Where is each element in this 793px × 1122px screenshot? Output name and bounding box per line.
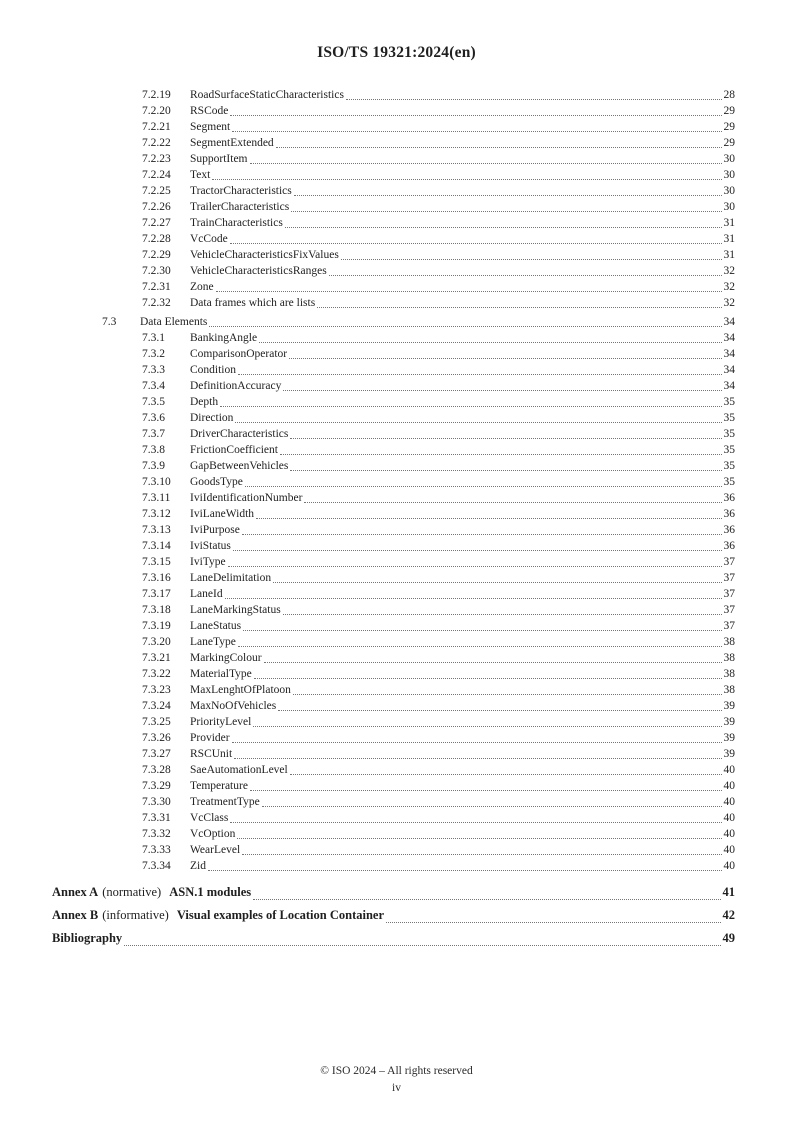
toc-entry-number: 7.3.16 [142,572,171,584]
toc-entry-number: 7.3.21 [142,652,171,664]
toc-entry[interactable] [52,167,735,183]
toc-entry-title: LaneStatus [190,620,242,632]
toc-entry-page: 38 [723,636,735,648]
document-header-title: ISO/TS 19321:2024(en) [317,44,476,61]
toc-entry-page: 30 [723,169,735,181]
toc-entry-number: 7.2.25 [142,185,171,197]
toc-entry-title: MaxLenghtOfPlatoon [190,684,291,696]
toc-entry-number: 7.3 [102,316,117,328]
copyright-notice: © ISO 2024 – All rights reserved [320,1065,473,1077]
toc-entry-page: 38 [723,668,735,680]
toc-entry[interactable] [52,458,735,474]
dot-leader [250,790,722,791]
toc-entry-number: 7.3.8 [142,444,165,456]
toc-entry-page: 40 [723,844,735,856]
dot-leader [278,710,721,711]
toc-entry-page: 35 [723,412,735,424]
toc-entry-page: 40 [723,780,735,792]
toc-entry-page: 31 [723,249,735,261]
dot-leader [273,582,721,583]
toc-entry-number: 7.3.15 [142,556,171,568]
toc-entry-title: VcCode [190,233,228,245]
toc-entry-number: 7.3.23 [142,684,171,696]
toc-entry-page: 31 [723,217,735,229]
annex-page: 49 [722,931,735,945]
toc-entry-title: SaeAutomationLevel [190,764,288,776]
dot-leader [291,211,721,212]
toc-entry[interactable] [52,263,735,279]
toc-entry-number: 7.2.32 [142,297,171,309]
toc-entry[interactable] [52,618,735,634]
toc-entry[interactable] [52,247,735,263]
dot-leader [259,342,721,343]
toc-entry-title: TrailerCharacteristics [190,201,290,213]
toc-entry-page: 37 [723,588,735,600]
toc-entry-page: 37 [723,620,735,632]
toc-entry[interactable] [52,586,735,602]
toc-entry-title: Depth [190,396,219,408]
toc-entry[interactable] [52,522,735,538]
toc-entry-number: 7.2.29 [142,249,171,261]
toc-entry-title: IviPurpose [190,524,240,536]
toc-entry-title: VcOption [190,828,236,840]
toc-entry-number: 7.3.31 [142,812,171,824]
dot-leader [317,307,721,308]
toc-entry-page: 29 [723,137,735,149]
toc-entry-page: 40 [723,828,735,840]
toc-entry-title: IviIdentificationNumber [190,492,303,504]
toc-entry-title: Direction [190,412,234,424]
toc-entry-title: TractorCharacteristics [190,185,292,197]
dot-leader [225,598,722,599]
toc-entry-title: Temperature [190,780,248,792]
toc-entry-title: IviType [190,556,226,568]
toc-entry-title: Data frames which are lists [190,297,316,309]
dot-leader [250,163,722,164]
toc-entry-page: 37 [723,604,735,616]
toc-entry-page: 40 [723,796,735,808]
toc-entry-page: 39 [723,732,735,744]
toc-entry-number: 7.3.20 [142,636,171,648]
toc-entry-page: 34 [723,332,735,344]
toc-entry-page: 37 [723,556,735,568]
toc-entry-title: Provider [190,732,230,744]
dot-leader [216,291,722,292]
toc-entry-page: 32 [723,297,735,309]
toc-entry[interactable] [52,231,735,247]
dot-leader [283,390,721,391]
dot-leader [293,694,722,695]
dot-leader [212,179,721,180]
annex-entry[interactable] [52,904,735,927]
annex-label: Bibliography [52,931,123,945]
toc-entry-title: PriorityLevel [190,716,252,728]
toc-entry-title: GoodsType [190,476,243,488]
dot-leader [386,922,720,923]
toc-entry-number: 7.3.3 [142,364,165,376]
toc-entry-number: 7.2.19 [142,89,171,101]
toc-entry-title: IviLaneWidth [190,508,255,520]
dot-leader [329,275,722,276]
dot-leader [124,945,720,946]
toc-entry-title: BankingAngle [190,332,258,344]
toc-entry-title: VehicleCharacteristicsFixValues [190,249,339,261]
toc-entry[interactable] [52,570,735,586]
dot-leader [242,534,722,535]
toc-entry-page: 35 [723,460,735,472]
toc-entry-number: 7.3.5 [142,396,165,408]
toc-entry-number: 7.3.14 [142,540,171,552]
dot-leader [232,131,721,132]
toc-entry-page: 35 [723,476,735,488]
toc-entry[interactable] [52,858,735,874]
toc-entry[interactable] [52,474,735,490]
toc-entry[interactable] [52,330,735,346]
dot-leader [243,630,721,631]
toc-entry-number: 7.3.12 [142,508,171,520]
toc-entry-title: RSCode [190,105,229,117]
toc-entry-page: 36 [723,492,735,504]
toc-entry-number: 7.2.26 [142,201,171,213]
annex-label: Annex A [52,885,99,899]
toc-entry-title: TreatmentType [190,796,260,808]
toc-entry-page: 34 [723,348,735,360]
annex-qualifier: (informative) [102,908,169,922]
toc-entry-number: 7.3.30 [142,796,171,808]
toc-entry-number: 7.3.29 [142,780,171,792]
toc-entry-number: 7.2.22 [142,137,171,149]
toc-entry[interactable] [52,826,735,842]
toc-entry[interactable] [52,810,735,826]
toc-entry-page: 40 [723,860,735,872]
dot-leader [238,646,722,647]
toc-entry-page: 39 [723,748,735,760]
toc-entry-number: 7.3.7 [142,428,165,440]
toc-entry[interactable] [52,103,735,119]
dot-leader [234,758,721,759]
toc-entry[interactable] [52,199,735,215]
toc-entry-page: 32 [723,281,735,293]
toc-entry-title: LaneId [190,588,223,600]
toc-entry-page: 34 [723,364,735,376]
toc-entry[interactable] [52,410,735,426]
dot-leader [238,374,721,375]
toc-entry[interactable] [52,554,735,570]
annex-title: ASN.1 modules [169,885,252,899]
annex-title: Visual examples of Location Container [176,908,385,922]
toc-entry-page: 35 [723,396,735,408]
toc-entry-number: 7.2.31 [142,281,171,293]
dot-leader [220,406,721,407]
toc-entry-number: 7.3.4 [142,380,165,392]
dot-leader [242,854,721,855]
toc-entry-number: 7.3.28 [142,764,171,776]
toc-entry[interactable] [52,634,735,650]
toc-entry-title: Data Elements [140,316,208,328]
toc-entry[interactable] [52,346,735,362]
toc-entry[interactable] [52,714,735,730]
dot-leader [346,99,722,100]
dot-leader [304,502,721,503]
toc-entry-title: MaxNoOfVehicles [190,700,277,712]
toc-entry[interactable] [52,842,735,858]
toc-entry-number: 7.3.10 [142,476,171,488]
toc-entry-title: FrictionCoefficient [190,444,278,456]
toc-entry-number: 7.3.26 [142,732,171,744]
toc-entry[interactable] [52,730,735,746]
dot-leader [264,662,722,663]
dot-leader [233,550,722,551]
toc-entry-page: 28 [723,89,735,101]
toc-entry-number: 7.3.32 [142,828,171,840]
toc-entry[interactable] [52,602,735,618]
dot-leader [285,227,722,228]
toc-entry-title: Zone [190,281,214,293]
toc-entry-page: 34 [723,380,735,392]
toc-entry-page: 30 [723,201,735,213]
dot-leader [228,566,722,567]
toc-entry[interactable] [52,490,735,506]
toc-entry[interactable] [52,682,735,698]
annex-page: 41 [722,885,735,899]
toc-entry-title: LaneType [190,636,236,648]
toc-entry[interactable] [52,746,735,762]
annex-entry[interactable] [52,927,735,950]
toc-entry-number: 7.3.17 [142,588,171,600]
toc-entry[interactable] [52,151,735,167]
toc-entry-title: ComparisonOperator [190,348,288,360]
toc-entry-title: RSCUnit [190,748,233,760]
toc-entry-title: MaterialType [190,668,252,680]
toc-entry-page: 32 [723,265,735,277]
toc-entry-number: 7.3.18 [142,604,171,616]
toc-entry-title: DefinitionAccuracy [190,380,282,392]
dot-leader [208,870,722,871]
annex-list [52,881,735,950]
toc-entry-page: 36 [723,540,735,552]
toc-entry-page: 31 [723,233,735,245]
toc-entry-number: 7.3.19 [142,620,171,632]
toc-entry-title: Zid [190,860,206,872]
toc-entry[interactable] [52,666,735,682]
annex-label: Annex B [52,908,99,922]
toc-entry-number: 7.2.20 [142,105,171,117]
toc-entry-number: 7.3.1 [142,332,165,344]
toc-entry-page: 39 [723,716,735,728]
toc-entry-title: Text [190,169,211,181]
toc-entry-number: 7.3.13 [142,524,171,536]
toc-entry-number: 7.3.25 [142,716,171,728]
toc-entry-number: 7.3.24 [142,700,171,712]
dot-leader [230,822,721,823]
toc-entry-page: 30 [723,153,735,165]
toc-entry[interactable] [52,215,735,231]
dot-leader [283,614,722,615]
dot-leader [256,518,721,519]
annex-qualifier: (normative) [102,885,162,899]
toc-entry-page: 36 [723,508,735,520]
dot-leader [289,358,721,359]
toc-entry[interactable] [52,87,735,103]
toc-entry[interactable] [52,506,735,522]
dot-leader [276,147,722,148]
dot-leader [232,742,722,743]
toc-entry[interactable] [52,698,735,714]
annex-entry[interactable] [52,881,735,904]
toc-entry-title: SupportItem [190,153,248,165]
toc-entry-page: 30 [723,185,735,197]
toc-entry[interactable] [52,442,735,458]
toc-entry[interactable] [52,794,735,810]
toc-entry-number: 7.3.33 [142,844,171,856]
toc-entry[interactable] [52,538,735,554]
toc-entry[interactable] [52,314,735,330]
toc-entry-title: LaneMarkingStatus [190,604,281,616]
toc-entry-number: 7.3.6 [142,412,165,424]
toc-entry-page: 40 [723,812,735,824]
toc-entry-number: 7.2.30 [142,265,171,277]
toc-entry-number: 7.3.11 [142,492,171,504]
toc-entry-number: 7.2.23 [142,153,171,165]
toc-entry-page: 38 [723,652,735,664]
toc-entry[interactable] [52,378,735,394]
dot-leader [341,259,722,260]
dot-leader [209,326,721,327]
toc-entry-number: 7.2.24 [142,169,171,181]
toc-entry-title: DriverCharacteristics [190,428,289,440]
toc-entry-title: LaneDelimitation [190,572,272,584]
toc-entry-number: 7.3.9 [142,460,165,472]
toc-entry-page: 39 [723,700,735,712]
dot-leader [294,195,722,196]
toc-entry-title: WearLevel [190,844,241,856]
dot-leader [262,806,722,807]
toc-entry-number: 7.2.27 [142,217,171,229]
toc-entry-title: Segment [190,121,231,133]
toc-entry-title: VehicleCharacteristicsRanges [190,265,327,277]
dot-leader [237,838,721,839]
dot-leader [253,726,721,727]
toc-entry-number: 7.3.34 [142,860,171,872]
toc-entry-page: 29 [723,121,735,133]
toc-entry-page: 29 [723,105,735,117]
dot-leader [290,438,721,439]
toc-entry-page: 40 [723,764,735,776]
toc-entry-page: 34 [723,316,735,328]
dot-leader [235,422,721,423]
toc-entry-title: MarkingColour [190,652,262,664]
toc-entry-page: 38 [723,684,735,696]
dot-leader [230,115,721,116]
toc-entry-page: 37 [723,572,735,584]
toc-entry-number: 7.2.28 [142,233,171,245]
toc-entry-title: GapBetweenVehicles [190,460,289,472]
toc-entry[interactable] [52,183,735,199]
folio-page-number: iv [392,1082,401,1094]
toc-entry-title: Condition [190,364,237,376]
toc-entry[interactable] [52,650,735,666]
toc-entry[interactable] [52,119,735,135]
toc-entry[interactable] [52,362,735,378]
toc-entry[interactable] [52,426,735,442]
annex-page: 42 [722,908,735,922]
toc-entry[interactable] [52,394,735,410]
toc-entry-number: 7.3.2 [142,348,165,360]
toc-entry-title: VcClass [190,812,229,824]
toc-entry-title: TrainCharacteristics [190,217,283,229]
toc-entry-title: IviStatus [190,540,231,552]
toc-entry-number: 7.3.27 [142,748,171,760]
toc-entry[interactable] [52,762,735,778]
dot-leader [280,454,722,455]
toc-entry-title: SegmentExtended [190,137,274,149]
toc-entry-page: 36 [723,524,735,536]
dot-leader [245,486,722,487]
toc-entry-title: RoadSurfaceStaticCharacteristics [190,89,344,101]
page-footer [0,1063,793,1097]
dot-leader [290,470,721,471]
dot-leader [230,243,722,244]
toc-entry-number: 7.3.22 [142,668,171,680]
toc-entry-page: 35 [723,428,735,440]
toc-entry-number: 7.2.21 [142,121,171,133]
toc-entry[interactable] [52,279,735,295]
dot-leader [253,899,720,900]
toc-entry[interactable] [52,135,735,151]
table-of-contents [52,87,735,874]
dot-leader [290,774,722,775]
toc-entry-page: 35 [723,444,735,456]
toc-entry[interactable] [52,295,735,311]
toc-entry[interactable] [52,778,735,794]
dot-leader [254,678,722,679]
